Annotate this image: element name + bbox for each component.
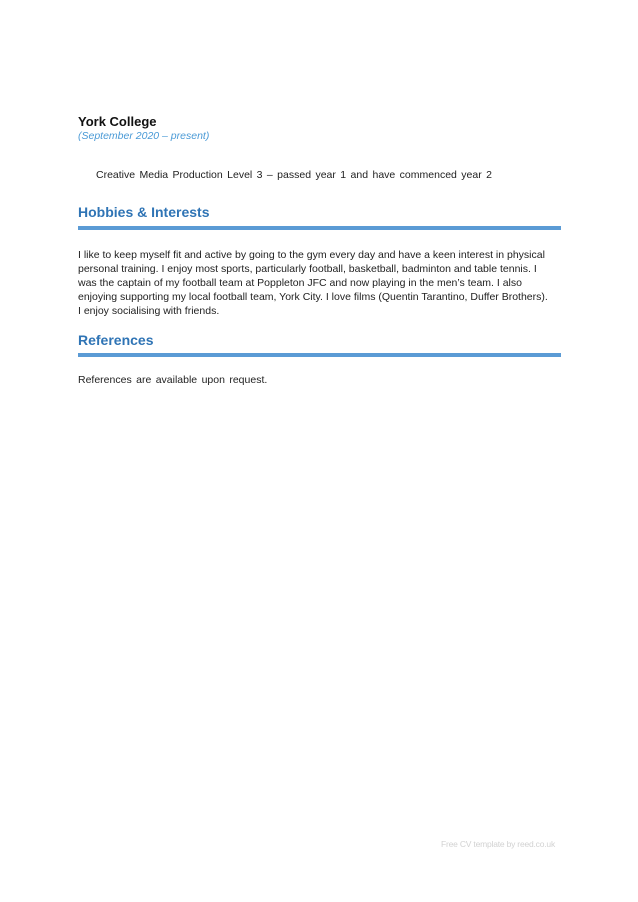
hobbies-line: enjoying supporting my local football team, York City. I love films (Quentin Tarantino, Duffer Brothers). bbox=[78, 291, 548, 303]
references-divider bbox=[78, 353, 561, 357]
hobbies-paragraph bbox=[78, 248, 564, 318]
education-detail: Creative Media Production Level 3 – passed year 1 and have commenced year 2 bbox=[96, 169, 492, 181]
hobbies-line: personal training. I enjoy most sports, particularly football, basketball, badminton and table tennis. I bbox=[78, 263, 537, 275]
references-heading: References bbox=[78, 332, 154, 348]
hobbies-divider bbox=[78, 226, 561, 230]
hobbies-line: I like to keep myself fit and active by going to the gym every day and have a keen interest in physical bbox=[78, 249, 545, 261]
hobbies-line: was the captain of my football team at Poppleton JFC and now playing in the men’s team. I also bbox=[78, 277, 522, 289]
education-dates: (September 2020 – present) bbox=[78, 130, 210, 142]
footer-credit: Free CV template by reed.co.uk bbox=[441, 839, 556, 849]
references-text: References are available upon request. bbox=[78, 374, 268, 386]
hobbies-line: I enjoy socialising with friends. bbox=[78, 305, 220, 317]
education-institution: York College bbox=[78, 114, 157, 129]
hobbies-heading: Hobbies & Interests bbox=[78, 204, 210, 220]
